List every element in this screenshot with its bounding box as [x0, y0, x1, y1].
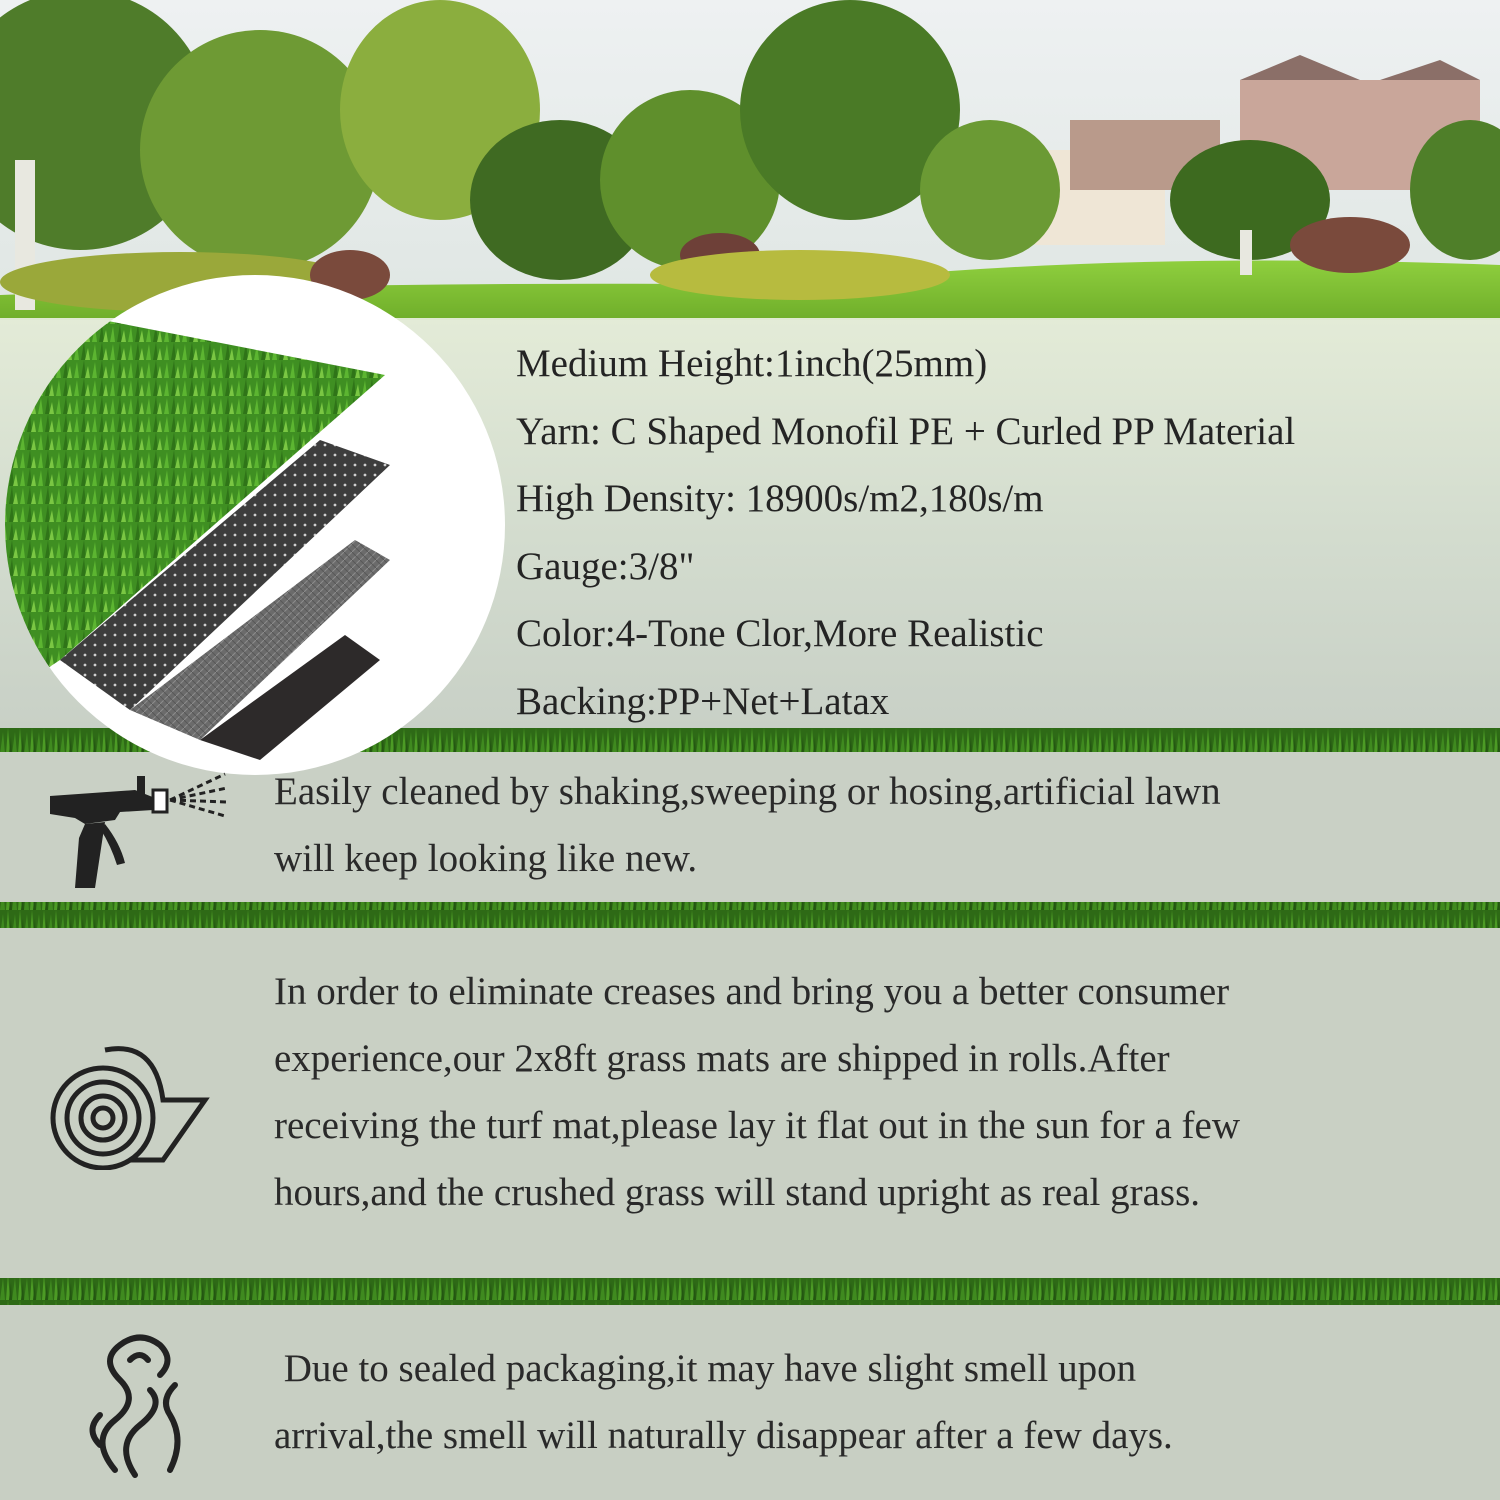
spec-density: High Density: 18900s/m2,180s/m [516, 477, 1044, 520]
cleaning-line-2: will keep looking like new. [274, 837, 698, 880]
rolls-line-1: In order to eliminate creases and bring you a better consumer [274, 970, 1230, 1013]
spec-gauge: Gauge:3/8" [516, 544, 695, 588]
rolls-line-4: hours,and the crushed grass will stand upright as real grass. [274, 1171, 1201, 1214]
spec-backing: Backing:PP+Net+Latax [516, 679, 890, 723]
smell-line-2: arrival,the smell will naturally disappear after a few days. [274, 1414, 1173, 1457]
spec-height: Medium Height:1inch(25mm) [516, 342, 988, 385]
smell-line-1: Due to sealed packaging,it may have slight smell upon [274, 1347, 1137, 1390]
cleaning-line-1: Easily cleaned by shaking,sweeping or hosing,artificial lawn [274, 770, 1221, 813]
rolls-line-2: experience,our 2x8ft grass mats are shipped in rolls.After [274, 1037, 1170, 1080]
smell-wisps-icon [80, 1320, 190, 1485]
spec-list [516, 330, 1295, 735]
smell-text [274, 1335, 1173, 1469]
spec-color: Color:4-Tone Clor,More Realistic [516, 612, 1044, 655]
spec-yarn: Yarn: C Shaped Monofil PE + Curled PP Material [516, 409, 1296, 453]
spray-gun-icon [45, 768, 230, 893]
rolls-text [274, 958, 1240, 1226]
rolls-line-3: receiving the turf mat,please lay it flat out in the sun for a few [274, 1104, 1240, 1147]
cleaning-text [274, 758, 1221, 892]
rolled-mat-icon [45, 1040, 210, 1170]
